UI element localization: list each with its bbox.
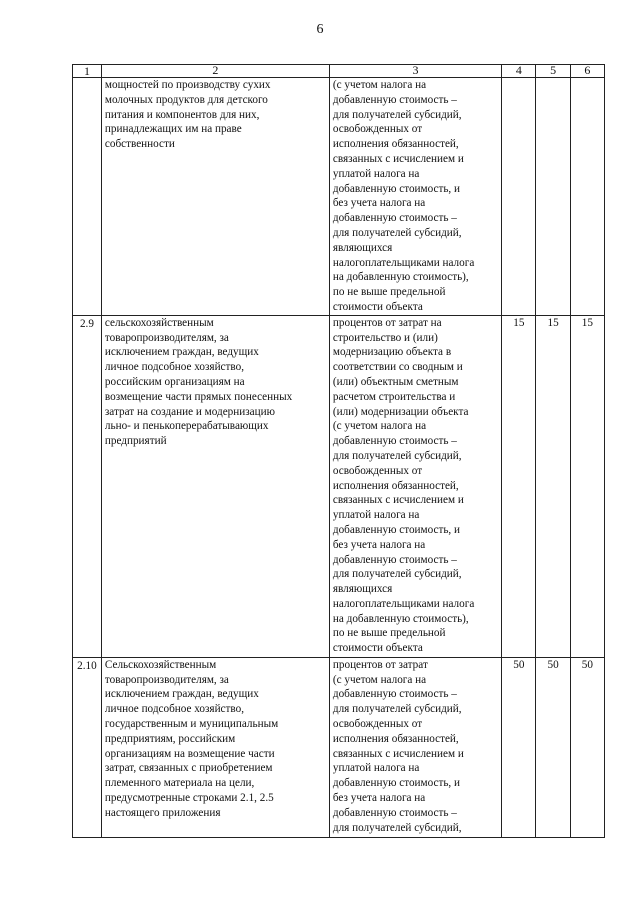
text-line: без учета налога на	[332, 791, 426, 804]
text-line: добавленную стоимость –	[332, 688, 457, 701]
header-row	[73, 65, 605, 78]
text-line: организациям на возмещение части	[104, 747, 275, 760]
text-line: для получателей субсидий,	[332, 568, 462, 581]
row-number	[73, 78, 102, 316]
text-line: настоящего приложения	[104, 806, 221, 819]
row-number: 2.9	[73, 315, 102, 657]
rate-value-col5	[536, 78, 570, 316]
column-header-6: 6	[570, 65, 604, 78]
text-line: для получателей субсидий,	[332, 449, 462, 462]
text-line: предусмотренные строками 2.1, 2.5	[104, 791, 274, 804]
text-line: для получателей субсидий,	[332, 226, 462, 239]
text-line: предприятий	[104, 435, 167, 448]
text-line: личное подсобное хозяйство,	[104, 361, 245, 374]
text-line: (или) объектным сметным	[332, 375, 459, 388]
text-line: стоимости объекта	[332, 642, 423, 655]
text-line: процентов от затрат	[332, 658, 428, 671]
text-line: принадлежащих им на праве	[104, 123, 242, 136]
text-line: добавленную стоимость, и	[332, 523, 461, 536]
table-row	[73, 78, 605, 316]
column-header-1: 1	[73, 65, 102, 78]
rate-value-col5: 15	[536, 315, 570, 657]
rate-value-col5: 50	[536, 657, 570, 837]
text-line: налогоплательщиками налога	[332, 256, 475, 269]
text-line: исключением граждан, ведущих	[104, 688, 259, 701]
text-line: добавленную стоимость –	[332, 212, 457, 225]
recipient-description	[101, 315, 329, 657]
text-line: связанных с исчислением и	[332, 494, 464, 507]
text-line: расчетом строительства и	[332, 390, 456, 403]
page-number: 6	[316, 22, 324, 37]
text-line: для получателей субсидий,	[332, 108, 462, 121]
text-line: на добавленную стоимость),	[332, 612, 469, 625]
text-line: по не выше предельной	[332, 627, 446, 640]
text-line: (или) модернизации объекта	[332, 405, 469, 418]
rate-value-col4: 50	[502, 657, 536, 837]
text-line: добавленную стоимость, и	[332, 182, 461, 195]
text-line: без учета налога на	[332, 538, 426, 551]
text-line: затрат, связанных с приобретением	[104, 762, 273, 775]
column-header-5: 5	[536, 65, 570, 78]
text-line: предприятиям, российским	[104, 732, 236, 745]
text-line: собственности	[104, 138, 175, 151]
text-line: связанных с исчислением и	[332, 152, 464, 165]
text-line: налогоплательщиками налога	[332, 597, 475, 610]
text-line: по не выше предельной	[332, 286, 446, 299]
text-line: (с учетом налога на	[332, 420, 427, 433]
rate-basis-description	[329, 315, 501, 657]
text-line: льно- и пенькоперерабатывающих	[104, 420, 269, 433]
text-line: освобожденных от	[332, 464, 423, 477]
column-header-3: 3	[329, 65, 501, 78]
text-line: добавленную стоимость, и	[332, 777, 461, 790]
text-line: исполнения обязанностей,	[332, 479, 459, 492]
text-line: исполнения обязанностей,	[332, 138, 459, 151]
text-line: добавленную стоимость –	[332, 553, 457, 566]
text-line: товаропроизводителям, за	[104, 673, 229, 686]
table-row	[73, 657, 605, 837]
text-line: строительство и (или)	[332, 331, 438, 344]
rate-value-col4	[502, 78, 536, 316]
text-line: для получателей субсидий,	[332, 821, 462, 834]
text-line: затрат на создание и модернизацию	[104, 405, 275, 418]
text-line: уплатой налога на	[332, 167, 420, 180]
text-line: российским организациям на	[104, 375, 245, 388]
rate-value-col6: 50	[570, 657, 604, 837]
rate-value-col6	[570, 78, 604, 316]
text-line: для получателей субсидий,	[332, 703, 462, 716]
row-number: 2.10	[73, 657, 102, 837]
text-line: связанных с исчислением и	[332, 747, 464, 760]
text-line: (с учетом налога на	[332, 79, 427, 91]
rate-basis-description	[329, 78, 501, 316]
text-line: личное подсобное хозяйство,	[104, 703, 245, 716]
subsidy-table	[72, 64, 605, 838]
recipient-description	[101, 78, 329, 316]
rate-value-col6: 15	[570, 315, 604, 657]
column-header-2: 2	[101, 65, 329, 78]
text-line: освобожденных от	[332, 123, 423, 136]
column-header-4: 4	[502, 65, 536, 78]
recipient-description	[101, 657, 329, 837]
text-line: соответствии со сводным и	[332, 361, 463, 374]
rate-value-col4: 15	[502, 315, 536, 657]
text-line: процентов от затрат на	[332, 316, 442, 329]
text-line: мощностей по производству сухих	[104, 79, 271, 91]
text-line: молочных продуктов для детского	[104, 93, 268, 106]
text-line: стоимости объекта	[332, 300, 423, 313]
text-line: уплатой налога на	[332, 762, 420, 775]
text-line: без учета налога на	[332, 197, 426, 210]
text-line: исключением граждан, ведущих	[104, 346, 259, 359]
text-line: модернизацию объекта в	[332, 346, 452, 359]
table-row	[73, 315, 605, 657]
text-line: добавленную стоимость –	[332, 806, 457, 819]
text-line: государственным и муниципальным	[104, 717, 279, 730]
text-line: являющихся	[332, 241, 393, 254]
text-line: (с учетом налога на	[332, 673, 427, 686]
text-line: уплатой налога на	[332, 509, 420, 522]
text-line: добавленную стоимость –	[332, 435, 457, 448]
text-line: исполнения обязанностей,	[332, 732, 459, 745]
text-line: являющихся	[332, 583, 393, 596]
text-line: освобожденных от	[332, 717, 423, 730]
text-line: племенного материала на цели,	[104, 777, 255, 790]
text-line: сельскохозяйственным	[104, 316, 214, 329]
text-line: питания и компонентов для них,	[104, 108, 260, 121]
text-line: на добавленную стоимость),	[332, 271, 469, 284]
text-line: добавленную стоимость –	[332, 93, 457, 106]
rate-basis-description	[329, 657, 501, 837]
text-line: Сельскохозяйственным	[104, 658, 217, 671]
text-line: товаропроизводителям, за	[104, 331, 229, 344]
text-line: возмещение части прямых понесенных	[104, 390, 293, 403]
